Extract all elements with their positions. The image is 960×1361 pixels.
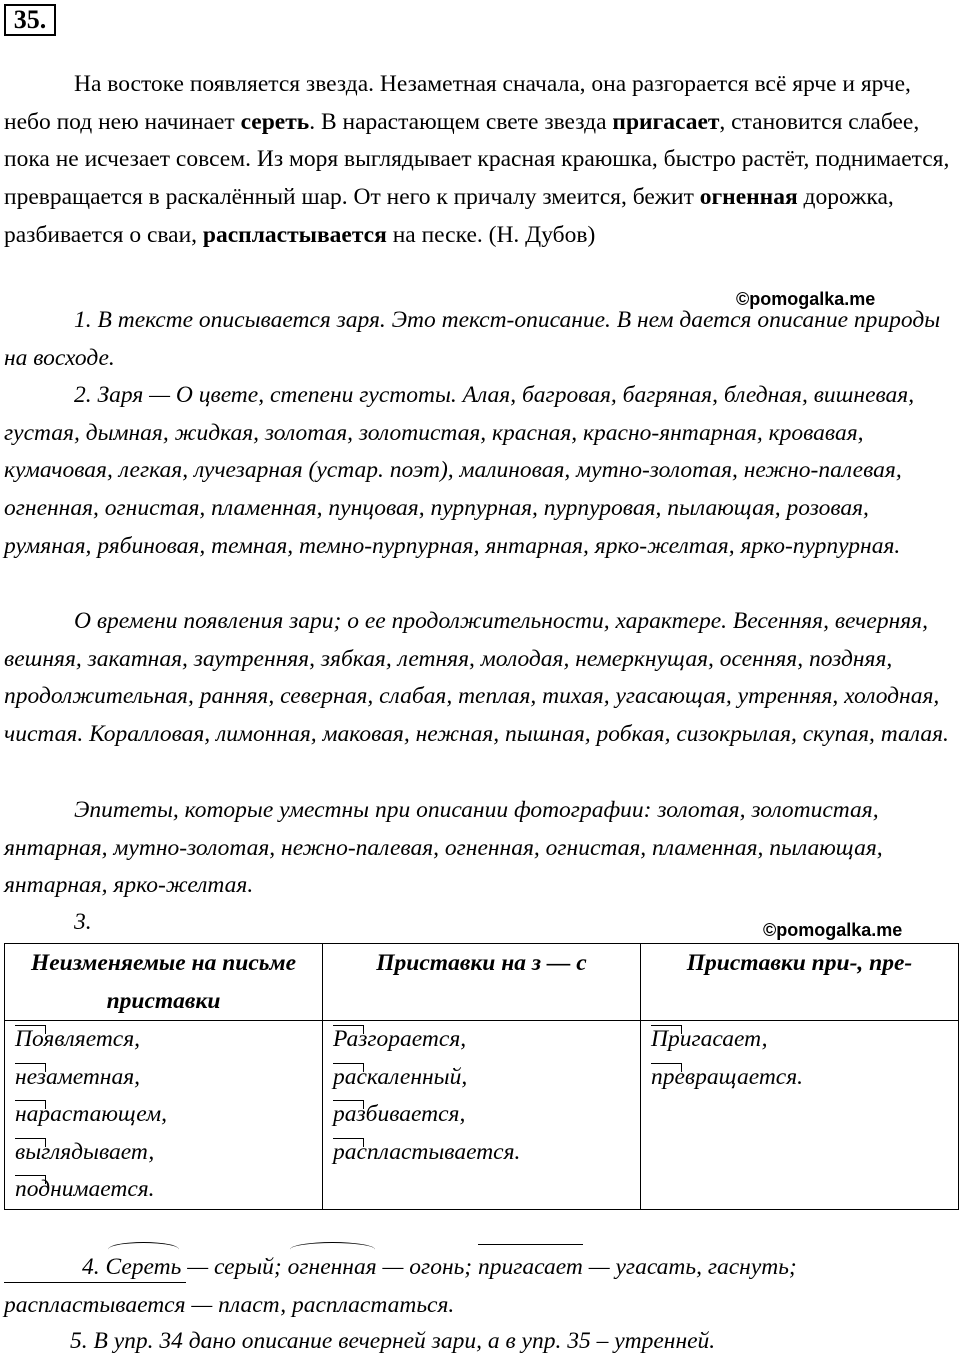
analyzed-word: Сереть: [105, 1254, 182, 1280]
bold-word: пригасает: [612, 108, 720, 135]
word-with-prefix: незаметная,: [15, 1059, 140, 1097]
word-with-prefix: Появляется,: [15, 1021, 140, 1059]
watermark: ©pomogalka.me: [763, 920, 903, 940]
answer-2: 2. Заря — О цвете, степени густоты. Алая, багровая, багряная, бледная, вишневая, густая, дымная, жидкая, золотая, золотистая, красная, красно-янтарная, кровавая, кумачовая, легкая, лучезарная (устар. поэт), малиновая, мутно-золотая, нежно-палевая, огненная, огнистая, пламенная, пунцовая, пурпурная, пурпуровая, пылающая, розовая, румяная, рябиновая, темная, темно-пурпурная, янтарная, ярко-желтая, ярко-пурпурная.: [4, 382, 915, 559]
analyzed-word: распластывается: [4, 1292, 186, 1318]
table-cell: [641, 1021, 959, 1210]
word-with-prefix: разбивается,: [333, 1096, 465, 1134]
answer-4: [4, 1248, 954, 1324]
answer-2-time: О времени появления зари; о ее продолжительности, характере. Весенняя, вечерняя, вешняя, закатная, заутренняя, зябкая, летняя, молодая, немеркнущая, осенняя, поздняя, продолжительная, ранняя, северная, слабая, теплая, тихая, угасающая, утренняя, холодная, чистая. Коралловая, лимонная, маковая, нежная, пышная, робкая, сизокрылая, скупая, талая.: [4, 608, 949, 748]
source-text-part: на песке. (Н. Дубов): [386, 221, 596, 248]
analyzed-word: пригасает: [478, 1254, 583, 1280]
word-with-prefix: Разгорается,: [333, 1021, 466, 1059]
morpheme-word: [478, 1248, 583, 1286]
table-row: [5, 1021, 959, 1210]
morpheme-word: [288, 1248, 377, 1286]
cognate-words: — серый;: [181, 1254, 288, 1280]
word-with-prefix: распластывается.: [333, 1134, 520, 1172]
source-text-part: , становится слабее, пока не исчезает совсем. Из моря выглядывает красная краюшка, быстро растёт, поднимается, превращается в раскалённый шар. От него к причалу змеится, бежит: [4, 108, 950, 211]
source-text-part: . В нарастающем свете звезда: [309, 108, 613, 135]
cognate-words: — пласт, распластаться.: [185, 1292, 455, 1318]
answer-1: 1. В тексте описывается заря. Это текст-описание. В нем дается описание природы на восходе.: [4, 307, 941, 371]
analyzed-word: огненная: [287, 1254, 377, 1280]
source-text-part: дорожка, разбивается о сваи,: [4, 184, 894, 248]
morpheme-word: [106, 1248, 182, 1286]
answer-2-epithets: Эпитеты, которые уместны при описании фотографии: золотая, золотистая, янтарная, мутно-золотая, нежно-палевая, огненная, огнистая, пламенная, пылающая, янтарная, ярко-желтая.: [4, 797, 883, 899]
answer-4-number: 4.: [82, 1254, 100, 1280]
answer-5: 5. В упр. 34 дано описание вечерней зари, а в упр. 35 – утренней.: [70, 1328, 716, 1354]
prefix-table: [4, 943, 959, 1210]
cognate-words: — огонь;: [376, 1254, 478, 1280]
word-with-prefix: раскаленный,: [333, 1059, 467, 1097]
table-cell: [323, 1021, 641, 1210]
table-header-row: [5, 944, 959, 1021]
source-text: [4, 66, 954, 255]
word-with-prefix: Пригасает,: [651, 1021, 768, 1059]
bold-word: сереть: [240, 108, 310, 135]
table-header: Приставки при-, пре-: [641, 944, 959, 1021]
morpheme-word: [4, 1286, 186, 1324]
bold-word: распластывается: [202, 221, 387, 248]
answer-3-number: 3.: [74, 909, 92, 935]
table-cell: [5, 1021, 323, 1210]
word-with-prefix: выглядывает,: [15, 1134, 154, 1172]
table-header: Неизменяемые на письме приставки: [5, 944, 323, 1021]
exercise-number: 35.: [4, 4, 56, 36]
word-with-prefix: превращается.: [651, 1059, 803, 1097]
watermark: ©pomogalka.me: [736, 289, 876, 309]
cognate-words: — угасать, гаснуть;: [582, 1254, 797, 1280]
bold-word: огненная: [699, 184, 798, 211]
word-with-prefix: поднимается.: [15, 1171, 155, 1209]
word-with-prefix: нарастающем,: [15, 1096, 167, 1134]
source-text-part: На востоке появляется звезда. Незаметная сначала, она разгорается всё ярче и ярче, небо под нею начинает: [4, 71, 911, 135]
table-header: Приставки на з — с: [323, 944, 641, 1021]
